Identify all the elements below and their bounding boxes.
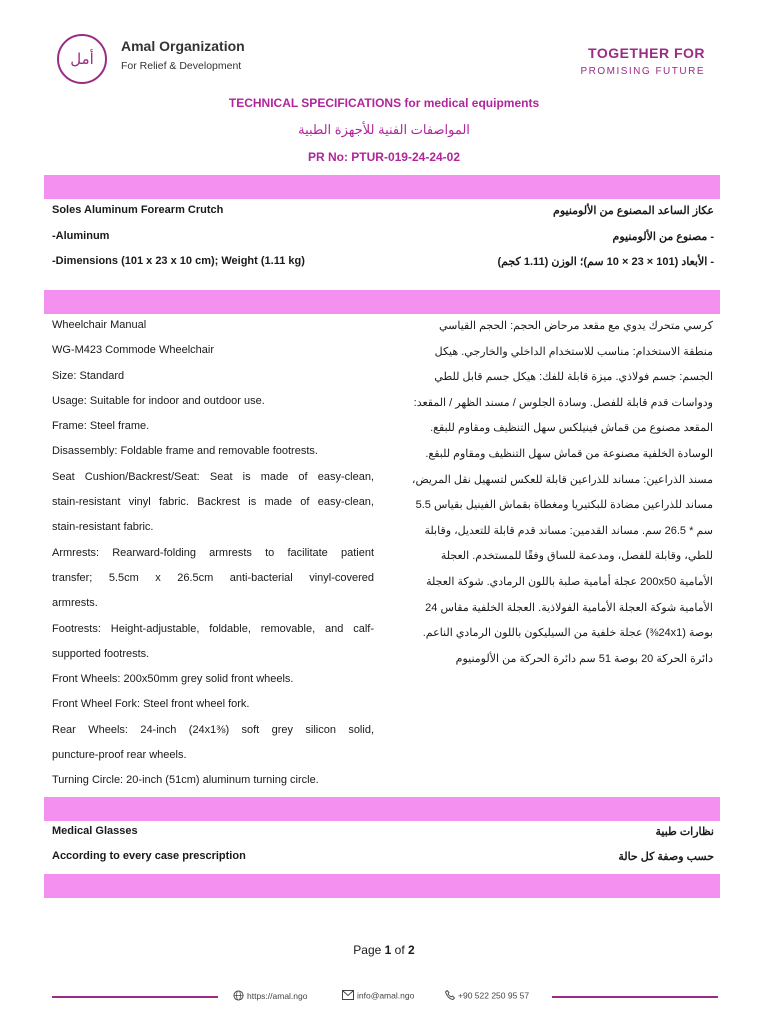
spec-line-ar: الجسم: جسم فولاذي. ميزة قابلة للفك: هيكل جسم قابل للطي xyxy=(434,371,713,384)
section-divider-band xyxy=(44,874,720,898)
section-divider-band xyxy=(44,175,720,199)
phone-text: +90 522 250 95 57 xyxy=(458,990,530,1001)
spec-line: Frame: Steel frame. xyxy=(52,420,150,433)
organization-name: Amal Organization xyxy=(121,38,245,54)
wheelchair-spec-en xyxy=(52,317,374,798)
spec-line: Front Wheels: 200x50mm grey solid front wheels. xyxy=(52,673,294,686)
spec-line: Size: Standard xyxy=(52,369,125,382)
spec-row xyxy=(52,204,720,226)
spec-row xyxy=(52,850,720,872)
page-total: 2 xyxy=(408,943,415,957)
spec-line-ar: مسند الذراعين: مساند للذراعين قابلة للعكس لتسهيل نقل المريض، xyxy=(411,473,713,486)
page-label: Page xyxy=(353,943,382,957)
page-number xyxy=(0,943,768,957)
logo-text: أمل xyxy=(70,50,94,68)
spec-row xyxy=(52,230,720,252)
spec-line: Wheelchair Manual xyxy=(52,319,147,331)
spec-line: Armrests: Rearward-folding armrests to facilitate patient xyxy=(52,546,374,559)
spec-line: stain-resistant fabric. xyxy=(52,521,154,534)
wheelchair-spec-ar xyxy=(383,318,713,676)
spec-en: According to every case prescription xyxy=(52,850,246,862)
spec-row xyxy=(52,825,720,847)
spec-ar: - مصنوع من الألومنيوم xyxy=(612,231,714,243)
page-current: 1 xyxy=(384,943,392,957)
spec-line: Footrests: Height-adjustable, foldable, removable, and calf- xyxy=(52,622,374,635)
website-text: https://amal.ngo xyxy=(247,990,308,1001)
spec-ar: - الأبعاد (101 × 23 × 10 سم)؛ الوزن (1.11 كجم) xyxy=(497,256,714,268)
tagline-line-1: TOGETHER FOR xyxy=(588,45,705,61)
section-divider-band xyxy=(44,797,720,821)
phone-icon xyxy=(445,990,455,1002)
spec-line-ar: دائرة الحركة 20 بوصة 51 سم دائرة الحركة من الألومنيوم xyxy=(455,652,713,665)
spec-line: stain-resistant vinyl fabric. Backrest is made of easy-clean, xyxy=(52,496,374,509)
page-header xyxy=(0,0,768,95)
spec-line: Rear Wheels: 24-inch (24x1⅜) soft grey silicon solid, xyxy=(52,723,374,736)
document-title-ar: المواصفات الفنية للأجهزة الطبية xyxy=(298,122,470,137)
section-divider-band xyxy=(44,290,720,314)
spec-line: Disassembly: Foldable frame and removable footrests. xyxy=(52,445,318,458)
spec-line: Turning Circle: 20-inch (51cm) aluminum turning circle. xyxy=(52,774,319,787)
spec-line-ar: كرسي متحرك يدوي مع مقعد مرحاض الحجم: الحجم القياسي xyxy=(439,320,713,332)
spec-line: puncture-proof rear wheels. xyxy=(52,749,187,762)
spec-line-ar: مساند للذراعين مضادة للبكتيريا ومغطاة بقماش الفينيل بقياس 5.5 xyxy=(415,499,713,512)
spec-line-ar: للطي، وقابلة للفصل، ومدعمة للساق وفقًا للمستخدم. العجلة xyxy=(440,550,713,563)
email-text: info@amal.ngo xyxy=(357,990,415,1001)
organization-subtitle: For Relief & Development xyxy=(121,60,242,72)
spec-ar: عكاز الساعد المصنوع من الألومنيوم xyxy=(553,205,714,217)
spec-line: Usage: Suitable for indoor and outdoor use. xyxy=(52,394,265,407)
spec-line: Seat Cushion/Backrest/Seat: Seat is made of easy-clean, xyxy=(52,470,374,483)
spec-en: -Dimensions (101 x 23 x 10 cm); Weight (1.11 kg) xyxy=(52,255,305,267)
spec-en: -Aluminum xyxy=(52,230,110,242)
page-of: of xyxy=(394,943,405,957)
footer-email[interactable] xyxy=(342,990,414,1002)
document-title-en: TECHNICAL SPECIFICATIONS for medical equipments xyxy=(228,96,540,110)
footer-rule-right xyxy=(552,996,718,998)
spec-row xyxy=(52,255,720,277)
spec-ar: نظارات طبية xyxy=(655,826,714,838)
spec-line-ar: الأمامية 200x50 عجلة أمامية صلبة باللون الرمادي. شوكة العجلة xyxy=(426,575,713,588)
page-footer xyxy=(0,989,768,1005)
spec-line: supported footrests. xyxy=(52,647,150,660)
organization-logo xyxy=(57,34,107,84)
mail-icon xyxy=(342,990,354,1002)
spec-line: armrests. xyxy=(52,597,98,610)
spec-line-ar: سم * 26.5 سم. مساند القدمين: مساند قدم قابلة للتعديل، وقابلة xyxy=(424,524,713,537)
footer-phone[interactable] xyxy=(445,990,529,1002)
spec-line: WG-M423 Commode Wheelchair xyxy=(52,344,214,357)
spec-line-ar: ودواسات قدم قابلة للفصل. وسادة الجلوس / مسند الظهر / المقعد: xyxy=(413,396,713,409)
spec-ar: حسب وصفة كل حالة xyxy=(618,851,714,863)
globe-icon xyxy=(233,990,244,1003)
spec-line: transfer; 5.5cm x 26.5cm anti-bacterial vinyl-covered xyxy=(52,571,374,584)
spec-en: Medical Glasses xyxy=(52,825,138,837)
spec-line-ar: المقعد مصنوع من قماش فينيلكس سهل التنظيف ومقاوم للبقع. xyxy=(430,422,713,435)
spec-line-ar: منطقة الاستخدام: مناسب للاستخدام الداخلي والخارجي. هيكل xyxy=(434,345,713,358)
pr-number: PR No: PTUR-019-24-24-02 xyxy=(307,150,461,164)
spec-en: Soles Aluminum Forearm Crutch xyxy=(52,204,224,216)
spec-line: Front Wheel Fork: Steel front wheel fork. xyxy=(52,698,250,711)
spec-line-ar: الوسادة الخلفية مصنوعة من قماش سهل التنظيف ومقاوم للبقع. xyxy=(425,447,713,460)
spec-line-ar: الأمامية شوكة العجلة الأمامية الفولاذية. العجلة الخلفية مقاس 24 xyxy=(425,601,713,614)
footer-rule-left xyxy=(52,996,218,998)
tagline-line-2: PROMISING FUTURE xyxy=(580,66,705,77)
spec-line-ar: بوصة (24x1⅜) عجلة خلفية من السيليكون باللون الرمادي الناعم. xyxy=(422,627,713,640)
footer-website[interactable] xyxy=(233,990,307,1003)
